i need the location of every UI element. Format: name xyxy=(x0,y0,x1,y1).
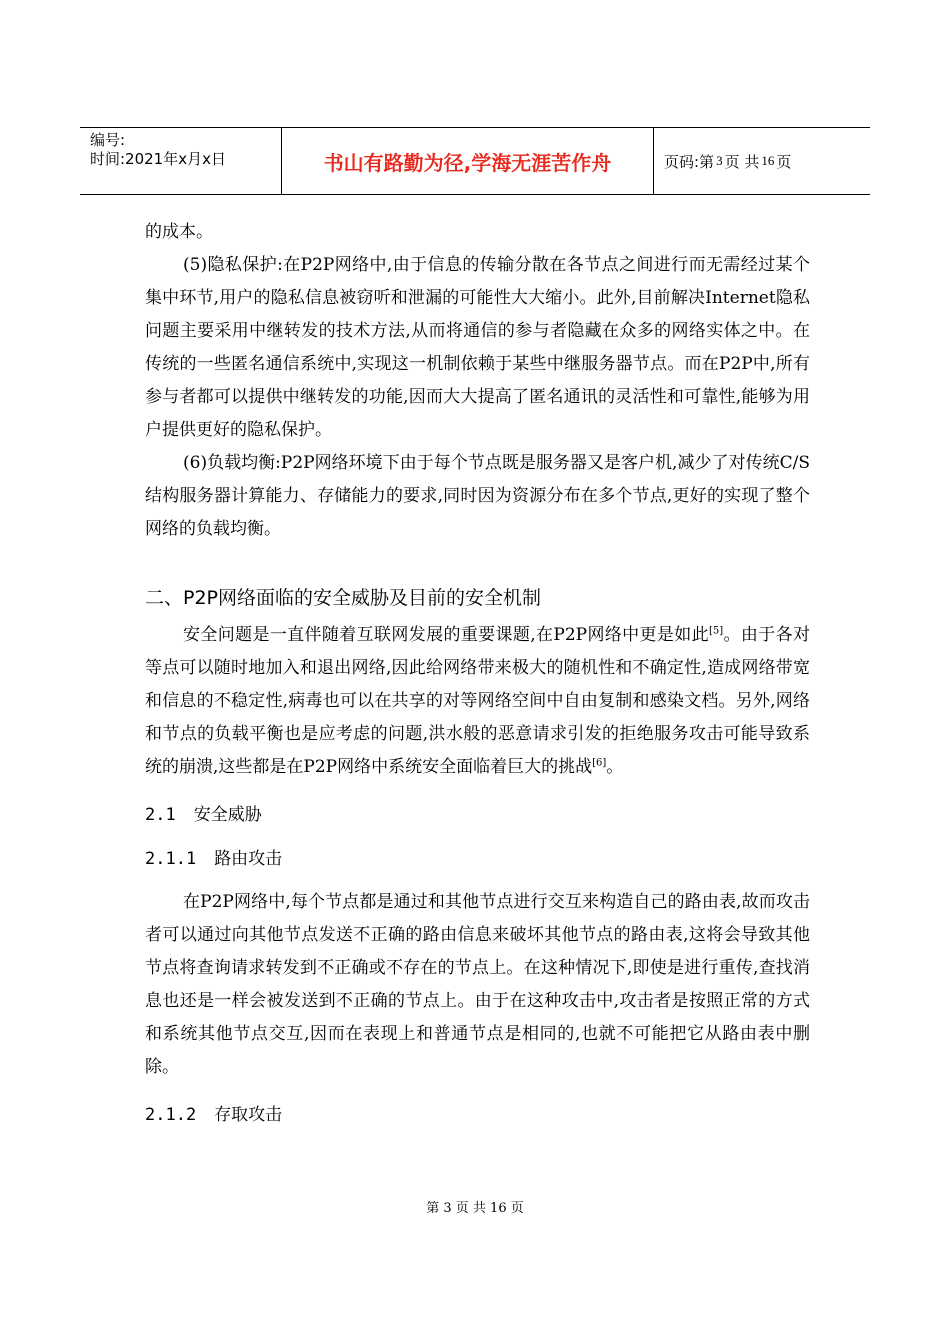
subsection-number: 2.1.2 xyxy=(145,1105,197,1125)
security-intro-text-c: 。 xyxy=(606,757,624,777)
page-mid: 页 共 xyxy=(724,152,760,171)
subsection-heading-2-1-2 xyxy=(145,1100,810,1130)
paragraph-privacy: (5)隐私保护:在P2P网络中,由于信息的传输分散在各节点之间进行而无需经过某个集中环节,用户的隐私信息被窃听和泄漏的可能性大大缩小。此外,目前解决Internet隐私问题主要采用中继转发的技术方法,从而将通信的参与者隐藏在众多的网络实体之中。在传统的一些匿名通信系统中,实现这一机制依赖于某些中继服务器节点。而在P2P中,所有参与者都可以提供中继转发的功能,因而大大提高了匿名通讯的灵活性和可靠性,能够为用户提供更好的隐私保护。 xyxy=(145,255,810,440)
page-suffix: 页 xyxy=(776,152,792,171)
header-page-number xyxy=(654,128,870,194)
page-footer: 第 3 页 共 16 页 xyxy=(426,1201,524,1216)
header-meta-cell xyxy=(80,128,282,194)
subsection-number: 2.1 xyxy=(145,805,176,825)
section-heading: 二、P2P网络面临的安全威胁及目前的安全机制 xyxy=(145,587,542,609)
document-number-label: 编号: xyxy=(90,131,126,149)
paragraph-continuation: 的成本。 xyxy=(145,222,213,242)
subsection-label: 路由攻击 xyxy=(214,849,283,869)
page-prefix: 页码:第 xyxy=(664,152,715,171)
citation-6: [6] xyxy=(592,757,607,769)
header-motto: 书山有路勤为径,学海无涯苦作舟 xyxy=(282,128,654,194)
header-table xyxy=(80,127,870,195)
paragraph-routing-attack: 在P2P网络中,每个节点都是通过和其他节点进行交互来构造自己的路由表,故而攻击者可以通过向其他节点发送不正确的路由信息来破坏其他节点的路由表,这将会导致其他节点将查询请求转发到不正确或不存在的节点上。在这种情况下,即使是进行重传,查找消息也还是一样会被发送到不正确的节点上。由于在这种攻击中,攻击者是按照正常的方式和系统其他节点交互,因而在表现上和普通节点是相同的,也就不可能把它从路由表中删除。 xyxy=(145,892,810,1077)
document-time-label: 时间:2021年x月x日 xyxy=(90,150,226,168)
subsection-number: 2.1.1 xyxy=(145,849,197,869)
paragraph-security-intro xyxy=(145,619,810,784)
subsection-heading-2-1 xyxy=(145,800,810,830)
page-current: 3 xyxy=(716,153,723,168)
security-intro-text-a: 安全问题是一直伴随着互联网发展的重要课题,在P2P网络中更是如此 xyxy=(183,625,709,645)
citation-5: [5] xyxy=(709,625,724,637)
subsection-label: 存取攻击 xyxy=(214,1105,283,1125)
subsection-label: 安全威胁 xyxy=(193,805,262,825)
document-body xyxy=(145,216,810,1142)
page-total: 16 xyxy=(761,153,775,168)
security-intro-text-b: 。由于各对等点可以随时地加入和退出网络,因此给网络带来极大的随机性和不确定性,造成网络带宽和信息的不稳定性,病毒也可以在共享的对等网络空间中自由复制和感染文档。另外,网络和节点的负载平衡也是应考虑的问题,洪水般的恶意请求引发的拒绝服务攻击可能导致系统的崩溃,这些都是在P2P网络中系统安全面临着巨大的挑战 xyxy=(145,625,810,777)
subsection-heading-2-1-1 xyxy=(145,844,810,874)
paragraph-load-balance: (6)负载均衡:P2P网络环境下由于每个节点既是服务器又是客户机,减少了对传统C/S结构服务器计算能力、存储能力的要求,同时因为资源分布在多个节点,更好的实现了整个网络的负载均衡。 xyxy=(145,453,810,539)
